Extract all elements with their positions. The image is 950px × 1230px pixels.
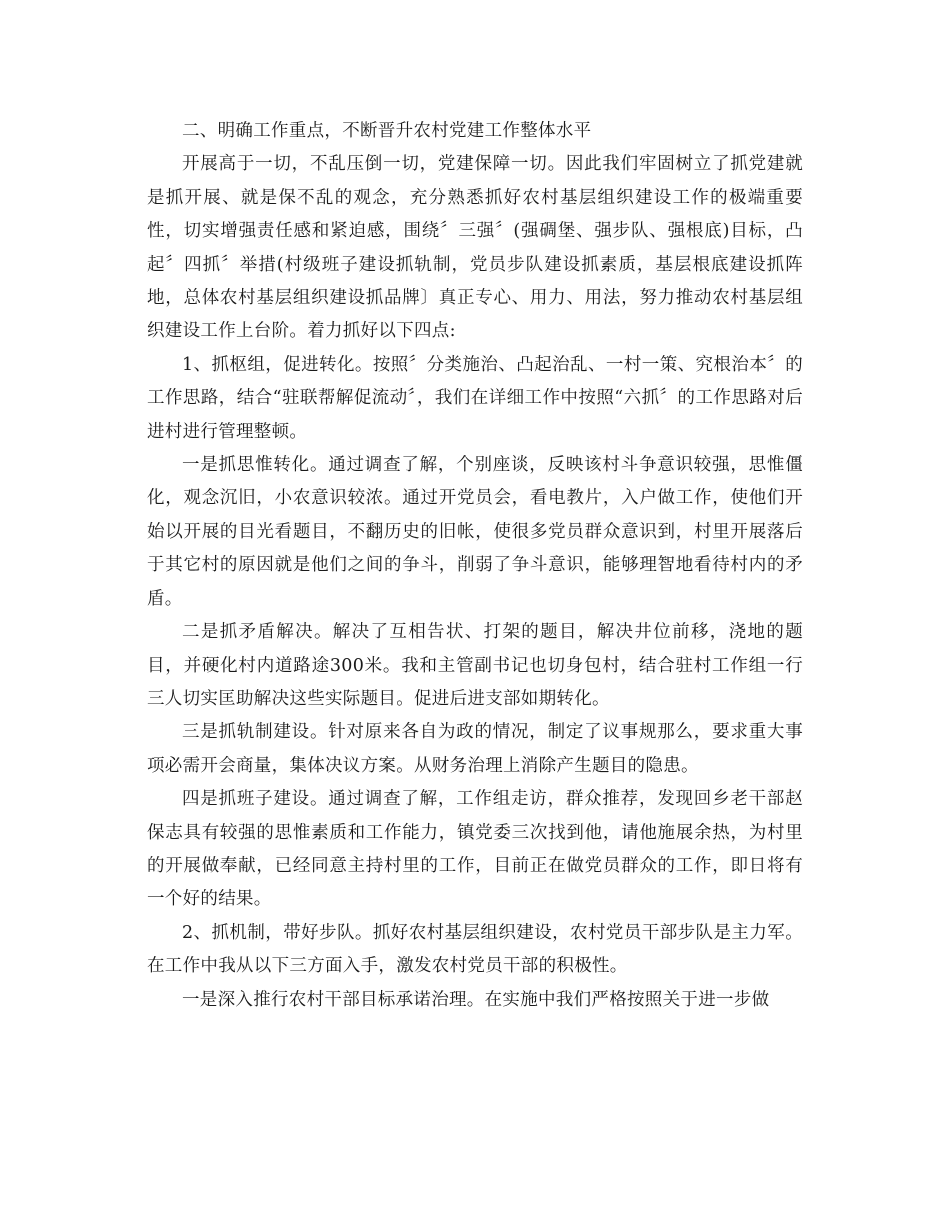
section-heading: 二、明确工作重点，不断晋升农村党建工作整体水平 bbox=[182, 121, 592, 141]
paragraph: 一是抓思惟转化。通过调查了解，个别座谈，反映该村斗争意识较强，思惟僵化，观念沉旧，小农意识较浓。通过开党员会，看电教片，入户做工作，使他们开始以开展的目光看题目，不翻历史的旧帐，使很多党员群众意识到，村里开展落后于其它村的原因就是他们之间的争斗，削弱了争斗意识，能够理智地看待村内的矛盾。 bbox=[147, 455, 803, 609]
paragraph: 开展高于一切，不乱压倒一切，党建保障一切。因此我们牢固树立了抓党建就是抓开展、就是保不乱的观念，充分熟悉抓好农村基层组织建设工作的极端重要性，切实增强责任感和紧迫感，围绕〞三强〞(强碉堡、强步队、强根底)目标，凸起〞四抓〞举措(村级班子建设抓轨制，党员步队建设抓素质，基层根底建设抓阵地，总体农村基层组织建设抓品牌〕真正专心、用力、用法，努力推动农村基层组织建设工作上台阶。着力抓好以下四点: bbox=[147, 154, 803, 342]
document-body bbox=[147, 115, 803, 1017]
paragraph: 二是抓矛盾解决。解决了互相告状、打架的题目，解决井位前移，浇地的题目，并硬化村内道路途300米。我和主管副书记也切身包村，结合驻村工作组一行三人切实匡助解决这些实际题目。促进后进支部如期转化。 bbox=[147, 622, 803, 709]
paragraph: 1、抓枢组，促进转化。按照〞分类施治、凸起治乱、一村一策、究根治本〞的工作思路，结合“驻联帮解促流动〞，我们在详细工作中按照“六抓〞的工作思路对后进村进行管理整顿。 bbox=[147, 354, 803, 442]
paragraph: 一是深入推行农村干部目标承诺治理。在实施中我们严格按照关于进一步做 bbox=[182, 989, 770, 1010]
paragraph: 四是抓班子建设。通过调查了解，工作组走访，群众推荐，发现回乡老干部赵保志具有较强的思惟素质和工作能力，镇党委三次找到他，请他施展余热，为村里的开展做奉献，已经同意主持村里的工作，目前正在做党员群众的工作，即日将有一个好的结果。 bbox=[147, 789, 803, 910]
paragraph: 三是抓轨制建设。针对原来各自为政的情况，制定了议事规那么，要求重大事项必需开会商量，集体决议方案。从财务治理上消除产生题目的隐患。 bbox=[147, 722, 803, 776]
paragraph: 2、抓机制，带好步队。抓好农村基层组织建设，农村党员干部步队是主力军。在工作中我从以下三方面入手，激发农村党员干部的积极性。 bbox=[147, 922, 803, 977]
